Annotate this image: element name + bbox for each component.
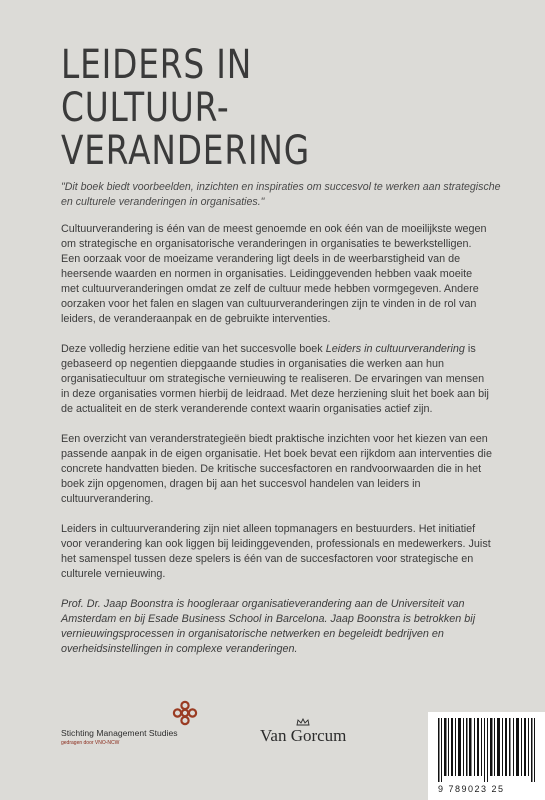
blurb [61, 222, 493, 672]
sms-name: Stichting Management Studies [61, 728, 178, 738]
isbn-digits: 9 789023 25 [438, 784, 505, 794]
paragraph-edition: Deze volledig herziene editie van het succesvolle boek Leiders in cultuurverandering is gebaseerd op negentien diepgaande studies in organisaties die werken aan hun organisatiecultuur om strategische vernieuwing te realiseren. De ervaringen van mensen in deze organisaties vormen hierbij de leidraad. Met deze herziening sluit het boek aan bij de actualiteit en de sterk veranderende context waarin organisaties actief zijn. [61, 343, 489, 415]
book-title-reference: Leiders in cultuurverandering [325, 343, 465, 355]
author-bio: Prof. Dr. Jaap Boonstra is hoogleraar organisatieverandering aan de Universiteit van Amsterdam en bij Esade Business School in Barcelona. Jaap Boonstra is betrokken bij vernieuwingsprocessen in organisatorische netwerken en begeleidt bedrijven en overheidsinstellingen in complexe veranderingen. [61, 598, 476, 655]
publisher-name: Van Gorcum [260, 726, 347, 745]
paragraph-strategies: Een overzicht van veranderstrategieën biedt praktische inzichten voor het kiezen van een passende aanpak in de eigen organisatie. Het boek bevat een rijkdom aan interventies die concrete handvatten bieden. De kritische succesfactoren en randvoorwaarden die in het boek zijn opgenomen, dragen bij aan het succesvol handelen van leiders in cultuurverandering. [61, 433, 492, 505]
cover-quote: "Dit boek biedt voorbeelden, inzichten en inspiraties om succesvol te werken aan strategische en culturele veranderingen in organisaties." [61, 181, 501, 208]
sms-logo [61, 700, 231, 750]
isbn-barcode [428, 712, 545, 800]
title-line-3: VERANDERING [61, 128, 311, 174]
barcode-bars [428, 712, 545, 782]
book-title [61, 44, 405, 173]
publisher-logo [260, 718, 380, 758]
paragraph-leaders: Leiders in cultuurverandering zijn niet alleen topmanagers en bestuurders. Het initiatief voor verandering kan ook liggen bij leidinggevenden, professionals en medewerkers. Juist het samenspel tussen deze spelers is één van de succesfactoren voor strategische en culturele vernieuwing. [61, 523, 491, 580]
title-line-2: CULTUUR- [61, 85, 230, 131]
crown-icon [296, 718, 310, 726]
paragraph-intro: Cultuurverandering is één van de meest genoemde en ook één van de moeilijkste wegen om strategische en organisatorische veranderingen in organisaties te bewerkstelligen. Een oorzaak voor de moeizame verandering ligt deels in de weerbarstigheid van de heersende waarden en normen in organisaties. Leidinggevenden hebben vaak moeite met cultuurveranderingen omdat ze zelf de cultuur mede hebben vormgegeven. Andere oorzaken voor het falen en slagen van cultuurveranderingen zijn te vinden in de rol van leiders, de veranderaanpak en de gebruikte interventies. [61, 223, 487, 325]
sms-tagline: gedragen door VNO-NCW [61, 740, 120, 746]
diamond-knot-logo-icon [172, 700, 198, 726]
title-line-1: LEIDERS IN [61, 42, 253, 88]
